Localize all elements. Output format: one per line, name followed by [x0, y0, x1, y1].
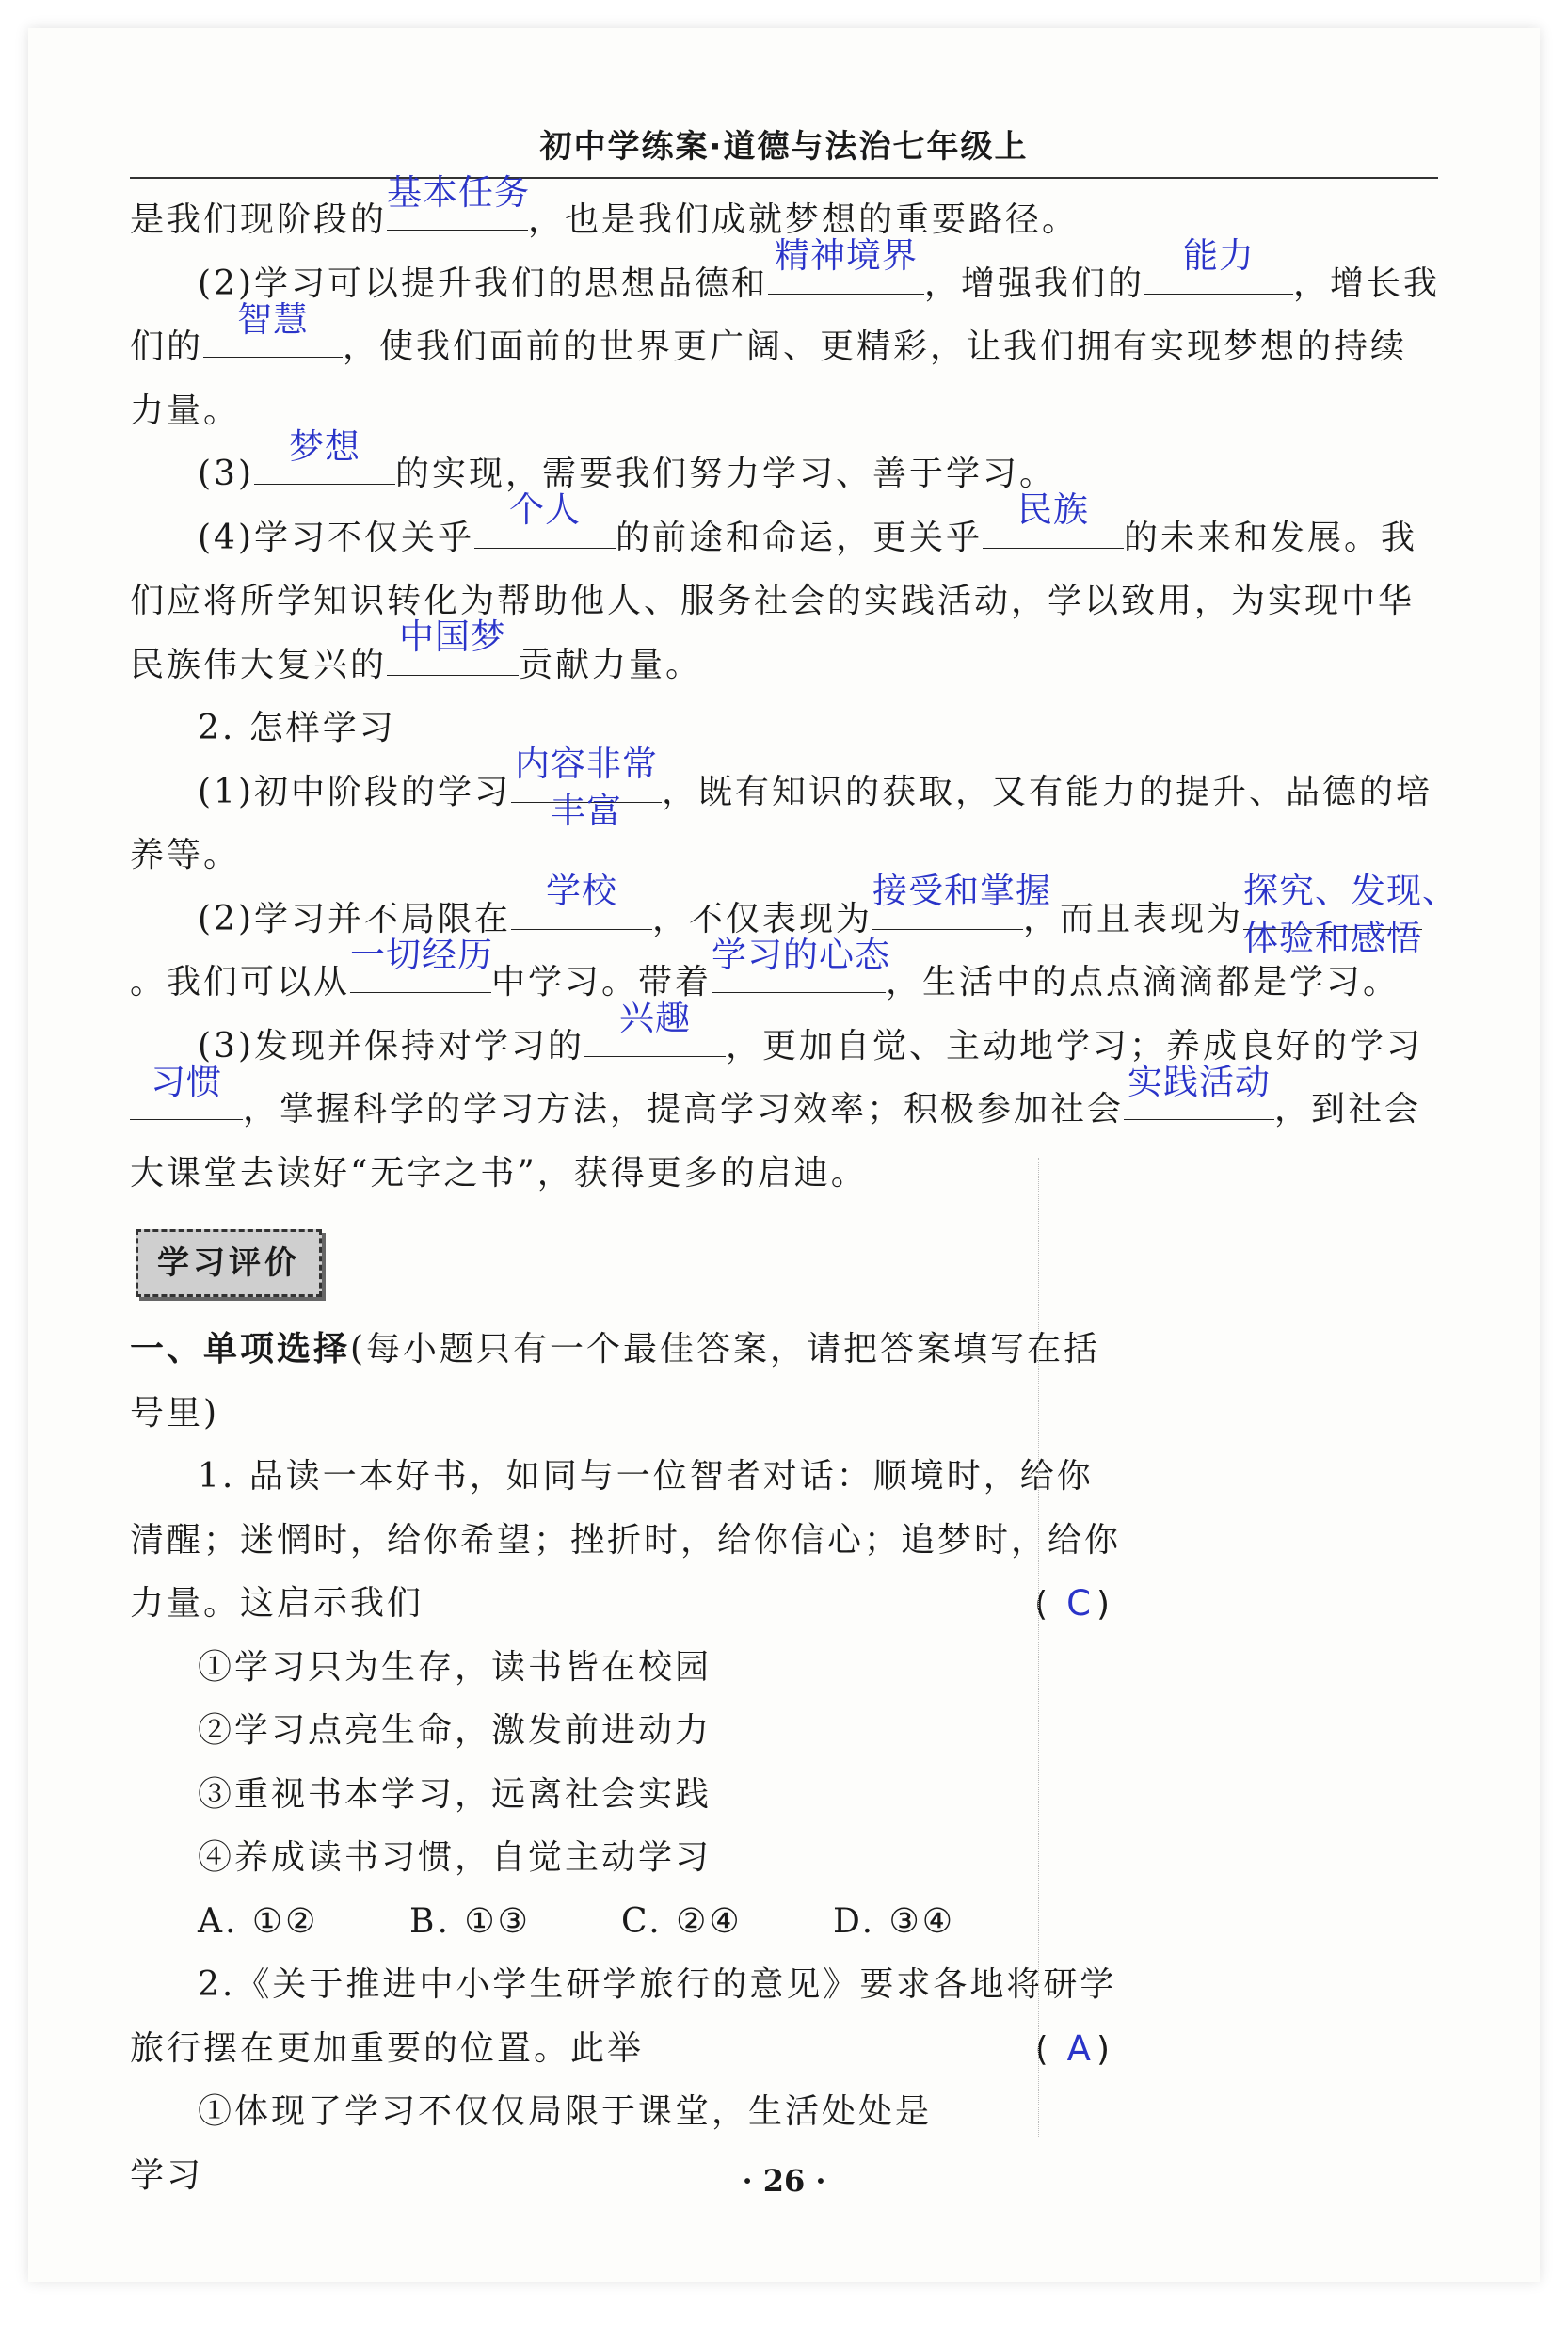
text: 2.《关于推进中小学生研学旅行的意见》要求各地将研学旅行摆在更加重要的位置。此举 — [130, 1965, 1117, 2068]
text: ，增强我们的 — [924, 264, 1145, 303]
handwritten-answer: 一切经历 — [350, 934, 494, 975]
handwritten-answer: 梦想 — [289, 425, 360, 467]
text: 贡献力量。 — [519, 645, 703, 684]
text: 。我们可以从 — [130, 963, 351, 1001]
text: (1)初中阶段的学习 — [198, 772, 511, 811]
part-instructions: (每小题只有一个最佳答案，请把答案填写在括号里) — [130, 1330, 1101, 1433]
text: ，掌握科学的学习方法，提高学习效率；积极参加社会 — [243, 1090, 1125, 1129]
q1-options — [130, 1890, 1045, 1954]
text: 1. 品读一本好书，如同与一位智者对话：顺境时，给你清醒；迷惘时，给你希望；挫折时，给你信心；追梦时，给你力量。这启示我们 — [130, 1457, 1122, 1623]
part-title — [130, 1318, 1123, 1445]
handwritten-answer: 个人 — [509, 489, 581, 530]
text: ，使我们面前的世界更广阔、更精彩，让我们拥有实现梦想的持续力量。 — [130, 328, 1408, 430]
page-header: 初中学练案·道德与法治七年级上 — [539, 128, 1029, 166]
handwritten-answer: 接受和掌握 — [872, 871, 1052, 911]
option-b: B. ①③ — [409, 1901, 531, 1941]
answer-blank — [387, 617, 519, 675]
text: ，更加自觉、主动地学习；养成良好的学习 — [726, 1026, 1424, 1065]
answer-blank — [511, 871, 652, 929]
handwritten-answer: 探究、发现、 — [1243, 871, 1459, 911]
paragraph-p4: 2. 怎样学习 — [198, 709, 396, 747]
answer-blank — [1124, 1061, 1274, 1120]
q1-item: ②学习点亮生命，激发前进动力 — [198, 1711, 712, 1750]
q1-item: ③重视书本学习，远离社会实践 — [198, 1774, 712, 1814]
main-content — [130, 171, 1459, 2207]
answer-blank — [584, 998, 726, 1056]
paragraph-p3 — [130, 489, 1443, 697]
text: 的未来和发展。我们应将所学知识转化为帮助他人、服务社会的实践活动，学以致用，为实现中华民族伟大复兴的 — [130, 518, 1418, 684]
handwritten-answer: 实践活动 — [1128, 1061, 1272, 1102]
answer-blank — [203, 298, 343, 358]
text: (2)学习可以提升我们的思想品德和 — [198, 264, 768, 303]
paren-open: ( — [1034, 1585, 1062, 1624]
answer-blank — [511, 744, 662, 831]
q1-item: ①学习只为生存，读书皆在校园 — [198, 1647, 712, 1687]
answer-blank — [254, 425, 395, 485]
header-divider — [130, 177, 1438, 179]
paren-open: ( — [1034, 2029, 1062, 2069]
question-2-stem — [130, 1953, 1123, 2080]
text: ，生活中的点点滴滴都是学习。 — [886, 963, 1400, 1001]
handwritten-answer: 丰富 — [551, 791, 622, 831]
handwritten-answer: 民族 — [1017, 489, 1090, 530]
answer-blank — [983, 489, 1124, 548]
handwritten-answer: 体验和感悟 — [1243, 918, 1423, 958]
answer-blank — [1144, 235, 1293, 294]
paragraph-p6 — [130, 871, 1459, 1015]
answer-blank — [350, 934, 494, 993]
handwritten-answer: 兴趣 — [619, 998, 691, 1038]
text: ，既有知识的获取，又有能力的提升、品德的培养等。 — [130, 772, 1433, 874]
handwritten-answer: 能力 — [1183, 235, 1256, 276]
paragraph-p7 — [130, 998, 1443, 1206]
q2-item: ①体现了学习不仅仅局限于课堂，生活处处是学习 — [130, 2092, 933, 2195]
question-column — [130, 1318, 1123, 2207]
answer-paren — [968, 2017, 1123, 2082]
text: (2)学习并不局限在 — [198, 899, 511, 938]
handwritten-answer: 智慧 — [237, 298, 310, 340]
page-number: · 26 · — [742, 2163, 826, 2199]
section-badge: 学习评价 — [136, 1229, 322, 1297]
handwritten-answer: 精神境界 — [775, 235, 918, 276]
handwritten-choice: C — [1066, 1583, 1091, 1624]
text: ，到社会大课堂去读好“无字之书”，获得更多的启迪。 — [130, 1090, 1422, 1193]
option-c: C. ②④ — [621, 1901, 743, 1941]
worksheet-page — [28, 28, 1540, 2282]
text: ，不仅表现为 — [652, 899, 873, 938]
paren-close: ) — [1096, 2029, 1123, 2069]
answer-blank — [1243, 871, 1459, 958]
column-divider — [1038, 1158, 1039, 2137]
handwritten-choice: A — [1066, 2027, 1091, 2069]
answer-blank — [387, 171, 531, 231]
text: (3)发现并保持对学习的 — [198, 1026, 584, 1065]
handwritten-answer: 学习的心态 — [712, 934, 891, 975]
option-a: A. ①② — [198, 1901, 319, 1941]
q1-item: ④养成读书习惯，自觉主动学习 — [198, 1838, 712, 1877]
answer-blank — [130, 1061, 243, 1120]
text: ，增长我们的 — [130, 264, 1441, 366]
handwritten-answer: 基本任务 — [387, 171, 531, 213]
answer-blank — [768, 235, 924, 294]
text: 中学习。带着 — [491, 963, 712, 1001]
part-heading: 一、单项选择 — [130, 1330, 351, 1369]
text: (4)学习不仅关乎 — [198, 518, 474, 557]
handwritten-answer: 中国梦 — [399, 617, 507, 657]
answer-blank — [474, 489, 616, 548]
text: 的前途和命运，更关乎 — [616, 518, 984, 557]
question-1-stem — [130, 1445, 1123, 1636]
paragraph-p2 — [130, 425, 1443, 506]
text: (3) — [198, 455, 254, 493]
text: ，而且表现为 — [1023, 899, 1244, 938]
text: 的实现，需要我们努力学习、善于学习。 — [395, 455, 1057, 493]
text: 是我们现阶段的 — [130, 200, 388, 239]
handwritten-answer: 学校 — [546, 871, 617, 911]
paren-close: ) — [1096, 1585, 1123, 1624]
answer-paren — [967, 1572, 1123, 1637]
answer-blank — [872, 871, 1052, 929]
text: ，也是我们成就梦想的重要路径。 — [528, 200, 1080, 239]
answer-blank — [712, 934, 891, 993]
option-d: D. ③④ — [833, 1901, 956, 1941]
handwritten-answer: 习惯 — [151, 1061, 222, 1102]
handwritten-answer: 内容非常 — [515, 744, 658, 784]
